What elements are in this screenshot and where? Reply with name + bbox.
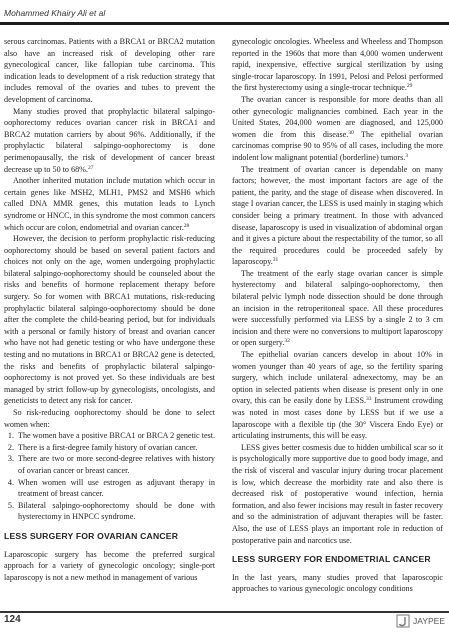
right-paragraph-5: The epithelial ovarian cancers develop in about 10% in women younger than 40 years of age, so the fertility sparing surgery, which include unilateral adnexectomy, may be an option in selected patients when disease is present only in one ovary, this can be easily done by LESS.$^{33}$ Instrument crowding was noted in most cases done by LESS but if we use a laparoscope with a flexible tip (the 30° Viscera Endo Eye) or articulating instruments, this will be easy. bbox=[232, 350, 443, 441]
left-paragraph-3: Another inherited mutation include mutation which occur in certain genes like MSH2, MLH1, PMS2 and MSH6 which called DNA MMR genes, this mutation leads to Lynch syndrome or HNCC, in this syndrome the most common cancers which occur are colon, endometrial and ovarian cancer.$^{28}$ bbox=[4, 176, 215, 232]
right-column bbox=[232, 36, 443, 595]
list-item: 3. There are two or more second-degree relatives with history of ovarian cancer or breast cancer. bbox=[16, 453, 215, 476]
page-number: 124 bbox=[4, 614, 21, 625]
list-item: 5. Bilateral salpingo-oophorectomy should be done with hysterectomy in HNPCC syndrome. bbox=[16, 500, 215, 523]
publisher-logo-icon bbox=[396, 614, 410, 628]
list-item: 2. There is a first-degree family history of ovarian cancer. bbox=[16, 442, 215, 454]
section-heading-ovarian: LESS SURGERY FOR OVARIAN CANCER bbox=[4, 530, 179, 541]
list-item: 4. When women will use estrogen as adjuvant therapy in treatment of breast cancer. bbox=[16, 477, 215, 500]
left-paragraph-6: Laparoscopic surgery has become the preferred surgical approach for a variety of gynecologic oncology; single-port laparoscopy is not a new method in management of various bbox=[4, 549, 215, 582]
header-rule bbox=[0, 22, 449, 25]
left-column bbox=[4, 36, 215, 583]
right-paragraph-4: The treatment of the early stage ovarian cancer is simple hysterectomy and bilateral salpingo-oophorectomy, then bilateral pelvic lymph node dissection should be done through an incision in the retroperitoneal space. All these procedures were successfully performed via LESS by a single 2 to 3 cm incision and there were no conversions to multiport laparoscopy or open surgery.$^{32}$ bbox=[232, 268, 443, 348]
footer-rule bbox=[0, 611, 449, 613]
left-paragraph-1: serous carcinomas. Patients with a BRCA1 or BRCA2 mutation also have an increased risk of developing other rare gynecological cancer, like fallopian tube carcinoma. This indication leads to development of a risk reduction strategy that includes removal of the ovaries and tubes to prevent the development of carcinoma. bbox=[4, 37, 215, 104]
right-paragraph-7: In the last years, many studies proved that laparoscopic approaches to various gynecologic oncology conditions bbox=[232, 572, 443, 594]
left-paragraph-4: However, the decision to perform prophylactic risk-reducing oophorectomy should be based on several patient factors and choices not only on the age, women undergoing prophylactic bilateral salpingo-oophorectomy should be counseled about the risks and benefits of hormone replacement therapy before surgery. So for women with BRCA1 mutations, risk-reducing prophylactic bilateral salpingo-oophorectomy should be done after the complete the child-bearing period, but for individuals with a personal or family history of breast and ovarian cancer who have not had genetic testing or who have undergone these testing and no mutations in BRCA1 or BRCA2 gene is detected, the risks and benefits of prophylactic bilateral salpingo-oophorectomy is not proved yet. So these individuals are best managed by strict follow-up by gynecologists, oncologists, and geneticists to detect any risk for cancer. bbox=[4, 234, 215, 406]
left-paragraph-2: Many studies proved that prophylactic bilateral salpingo-oophorectomy reduces ovarian cancer risk in BRCA1 and BRCA2 mutation carriers by about 96%. Additionally, if the prophylactic bilateral salpingo-oophorectomy is done perimenopausally, the risk of development of cancer breast decrease up to 50 to 68%.$^{27}$ bbox=[4, 106, 215, 174]
list-item: 1. The women have a positive BRCA1 or BRCA 2 genetic test. bbox=[16, 430, 215, 442]
right-paragraph-3: The treatment of ovarian cancer is dependable on many factors; however, the most important factors are age of the patient, the parity, and the stage of disease when discovered. In stage I ovarian cancer, the LESS is used mainly in staging which consider being a primary treatment. In those with advanced disease, laparoscopy is used in visualization of abdominal organ and it gives a picture about the respectability of the tumor, so all the required procedures could be proceeded safely by laparoscopy.$^{31}$ bbox=[232, 164, 443, 267]
running-head: Mohammed Khairy Ali et al bbox=[4, 8, 106, 18]
section-heading-endometrial: LESS SURGERY FOR ENDOMETRIAL CANCER bbox=[232, 554, 431, 565]
right-paragraph-1: gynecologic oncologies. Wheeless and Wheeless and Thompson reported in the 1960s that more than 4,000 women underwent rapid, inexpensive, effective surgical sterilization by using single-trocar laparoscopy. In 1991, Pelosi and Pelosi performed the first hysterectomy using a single-trocar technique.$^{29}$ bbox=[232, 37, 443, 93]
indication-list bbox=[4, 430, 215, 523]
right-paragraph-6: LESS gives better cosmesis due to hidden umbilical scar so it is psychologically more supportive due to good body image, and the risk of visceral and vascular injury during trocar placement is low, which decrease the morbidity rate and also there is decreased risk of postoperative wound infection, hernia formation, and also fewer incisions may result in faster recovery and so the administration of adjuvant therapies will be faster. Also, the use of LESS plays an important role in reduction of postoperative pain and narcotics use. bbox=[232, 442, 443, 545]
publisher-name: JAYPEE bbox=[413, 616, 445, 626]
right-paragraph-2: The ovarian cancer is responsible for more deaths than all other gynecologic malignancies combined. Each year in the United States, 204,000 women are diagnosed, and 125,000 women die from this disease.$^{30}$ The epithelial ovarian carcinomas comprise 90 to 95% of all cases, including the more indolent low malignant potential (borderline) tumors.$^3$ bbox=[232, 94, 443, 162]
publisher-logo bbox=[396, 614, 445, 628]
left-paragraph-5: So risk-reducing oophorectomy should be done to select women when: bbox=[4, 408, 215, 429]
